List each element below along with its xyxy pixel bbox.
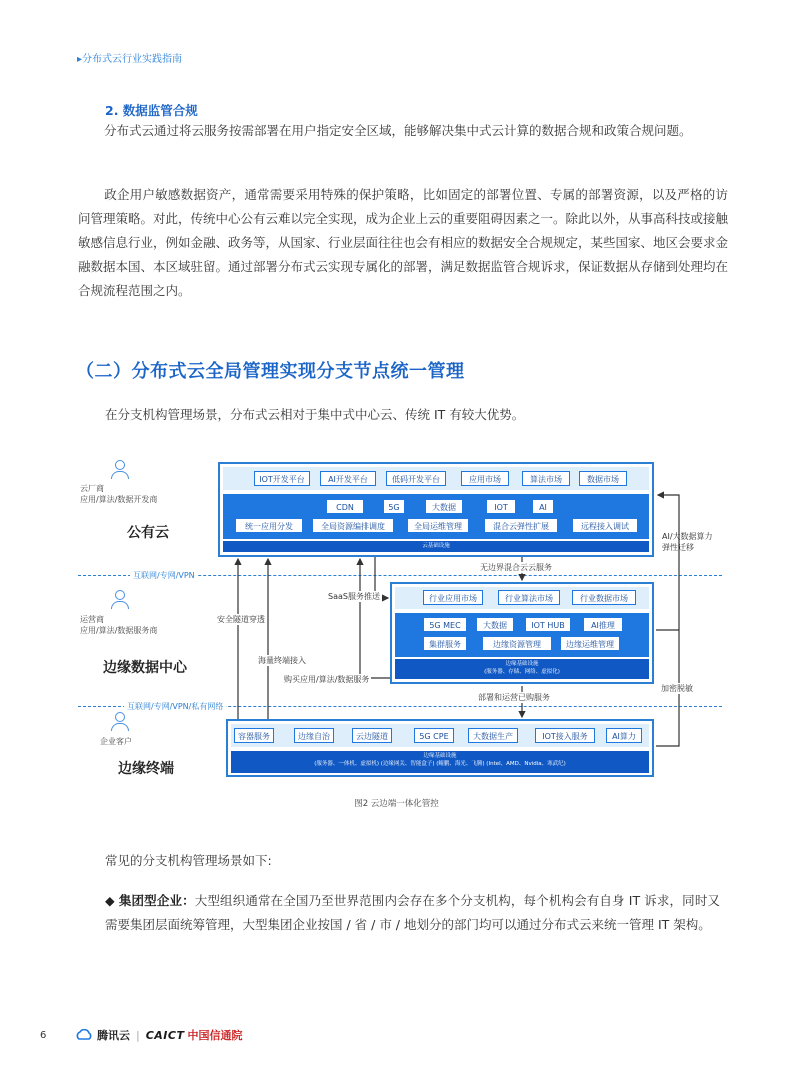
chip-ai-dev: AI开发平台 <box>320 471 376 486</box>
bullet-text: 大型组织通常在全国乃至世界范围内会存在多个分支机构，每个机构会有自身 IT 诉求，同时又需要集团层面统筹管理，大型集团企业按国 / 省 / 市 / 地划分的部门均可以通过分布式云来统一管理 IT 架构。 <box>105 893 720 932</box>
chip-ai-inference: AI推理 <box>583 617 623 632</box>
flow-label-ai <box>660 531 715 553</box>
chip-edge-autonomy: 边缘自治 <box>294 728 334 743</box>
chip-unified-dist: 统一应用分发 <box>235 518 303 533</box>
edge-dc-base-desc: (服务器、存储、网络、虚拟化) <box>484 668 560 675</box>
chip-5g-cpe: 5G CPE <box>414 728 454 743</box>
edge-dc-base-title: 边缘基础设施 <box>505 661 539 667</box>
section-intro: 在分支机构管理场景，分布式云相对于集中式中心云、传统 IT 有较大优势。 <box>105 407 525 422</box>
chip-5g-mec: 5G MEC <box>423 617 467 632</box>
flow-ai-bigdata: AI/大数据算力 <box>662 532 713 541</box>
chip-edge-ops: 边缘运维管理 <box>560 636 620 651</box>
chip-app-market: 应用市场 <box>461 471 509 486</box>
chip-industry-app: 行业应用市场 <box>423 590 483 605</box>
bullet-group-enterprise <box>105 889 720 937</box>
flow-elastic: 弹性迁移 <box>662 543 694 552</box>
chip-industry-data: 行业数据市场 <box>572 590 636 605</box>
flow-seamless: 无边界混合云云服务 <box>480 563 552 572</box>
brand-tencent: 腾讯云 <box>97 1029 130 1042</box>
chip-data-market: 数据市场 <box>579 471 627 486</box>
figure-caption: 图2 云边端一体化管控 <box>354 799 439 809</box>
edge-actor-desc-1: 运营商 <box>80 615 104 624</box>
chip-container: 容器服务 <box>234 728 274 743</box>
network-label-2: 互联网/专网/VPN/私有网络 <box>124 701 226 712</box>
edge-terminal-title: 边缘终端 <box>118 761 174 777</box>
chip-iot-access: IOT接入服务 <box>535 728 595 743</box>
chip-global-ops: 全局运维管理 <box>407 518 469 533</box>
paragraph-text: 分布式云通过将云服务按需部署在用户指定安全区域，能够解决集中式云计算的数据合规和政策合规问题。 <box>104 123 692 138</box>
chip-edge-resource: 边缘资源管理 <box>482 636 552 651</box>
brand-caict: CAICT <box>145 1028 185 1042</box>
chip-global-orch: 全局资源编排调度 <box>312 518 394 533</box>
public-actor-desc-2: 应用/算法/数据开发商 <box>80 495 158 504</box>
flow-purchase: 购买应用/算法/数据服务 <box>284 675 370 684</box>
chip-edge-bigdata: 大数据 <box>476 617 514 632</box>
chip-cluster: 集群服务 <box>423 636 467 651</box>
network-label-1: 互联网/专网/VPN <box>130 570 198 581</box>
public-actor-desc-1: 云厂商 <box>80 484 104 493</box>
flow-saas: SaaS服务推送 <box>328 592 380 601</box>
terminal-actor-desc: 企业客户 <box>100 737 132 746</box>
public-base: 云基础设施 <box>223 541 649 552</box>
chip-hybrid-elastic: 混合云弹性扩展 <box>484 518 558 533</box>
flow-encrypt: 加密脱敏 <box>661 684 693 693</box>
chip-5g: 5G <box>383 499 405 514</box>
chip-iot: IOT <box>486 499 516 514</box>
chip-cloud-edge-tunnel: 云边隧道 <box>352 728 392 743</box>
footer-brand <box>74 1027 242 1043</box>
flow-deploy: 部署和运营已购服务 <box>478 693 550 702</box>
paragraph-text: 政企用户敏感数据资产，通常需要采用特殊的保护策略，比如固定的部署位置、专属的部署资源，以及严格的访问管理策略。对此，传统中心公有云难以完全实现，成为企业上云的重要阻碍因素之一。除此以外，从事高科技或接触敏感信息行业，例如金融、政务等，从国家、行业层面往往也会有相应的数据安全合规规定，某些国家、地区会要求金融数据本国、本区域驻留。通过部署分布式云实现专属化的部署，满足数据监管合规诉求，保证数据从存储到处理均在合规流程范围之内。 <box>78 187 729 298</box>
chip-bigdata-prod: 大数据生产 <box>468 728 518 743</box>
tencent-cloud-logo-icon <box>74 1029 94 1041</box>
chip-iot-hub: IOT HUB <box>525 617 571 632</box>
chip-ai-compute: AI算力 <box>606 728 642 743</box>
edge-dc-title: 边缘数据中心 <box>103 660 187 676</box>
running-header: ▸分布式云行业实践指南 <box>77 54 183 65</box>
section-title: （二）分布式云全局管理实现分支节点统一管理 <box>76 361 465 382</box>
chip-lowcode: 低码开发平台 <box>386 471 446 486</box>
common-scenes-intro: 常见的分支机构管理场景如下: <box>105 853 272 868</box>
terminal-base-title: 边缘基础设施 <box>423 753 457 759</box>
chip-industry-algo: 行业算法市场 <box>498 590 560 605</box>
chip-bigdata: 大数据 <box>425 499 463 514</box>
chip-ai: AI <box>532 499 554 514</box>
terminal-base-desc: (服务器、一体机、虚拟机) (边缘网关、智能盒子) (鲲鹏、海光、飞腾) (Intel、AMD、Nvidia、寒武纪) <box>314 760 566 767</box>
flow-tunnel: 安全隧道穿透 <box>217 615 265 624</box>
bullet-label: 集团型企业： <box>118 893 195 908</box>
flow-mass-access: 海量终端接入 <box>258 656 306 665</box>
page-number: 6 <box>40 1030 47 1041</box>
edge-actor-desc-2: 应用/算法/数据服务商 <box>80 626 158 635</box>
chip-remote-debug: 远程接入调试 <box>572 518 638 533</box>
chip-algo-market: 算法市场 <box>522 471 570 486</box>
public-cloud-title: 公有云 <box>127 525 169 541</box>
bullet-marker: ◆ <box>105 893 115 908</box>
chip-cdn: CDN <box>326 499 364 514</box>
brand-caict-cn: 中国信通院 <box>187 1029 243 1042</box>
chip-iot-dev: IOT开发平台 <box>254 471 310 486</box>
brand-separator: | <box>136 1028 140 1042</box>
subsection-heading: 2. 数据监管合规 <box>105 103 198 118</box>
